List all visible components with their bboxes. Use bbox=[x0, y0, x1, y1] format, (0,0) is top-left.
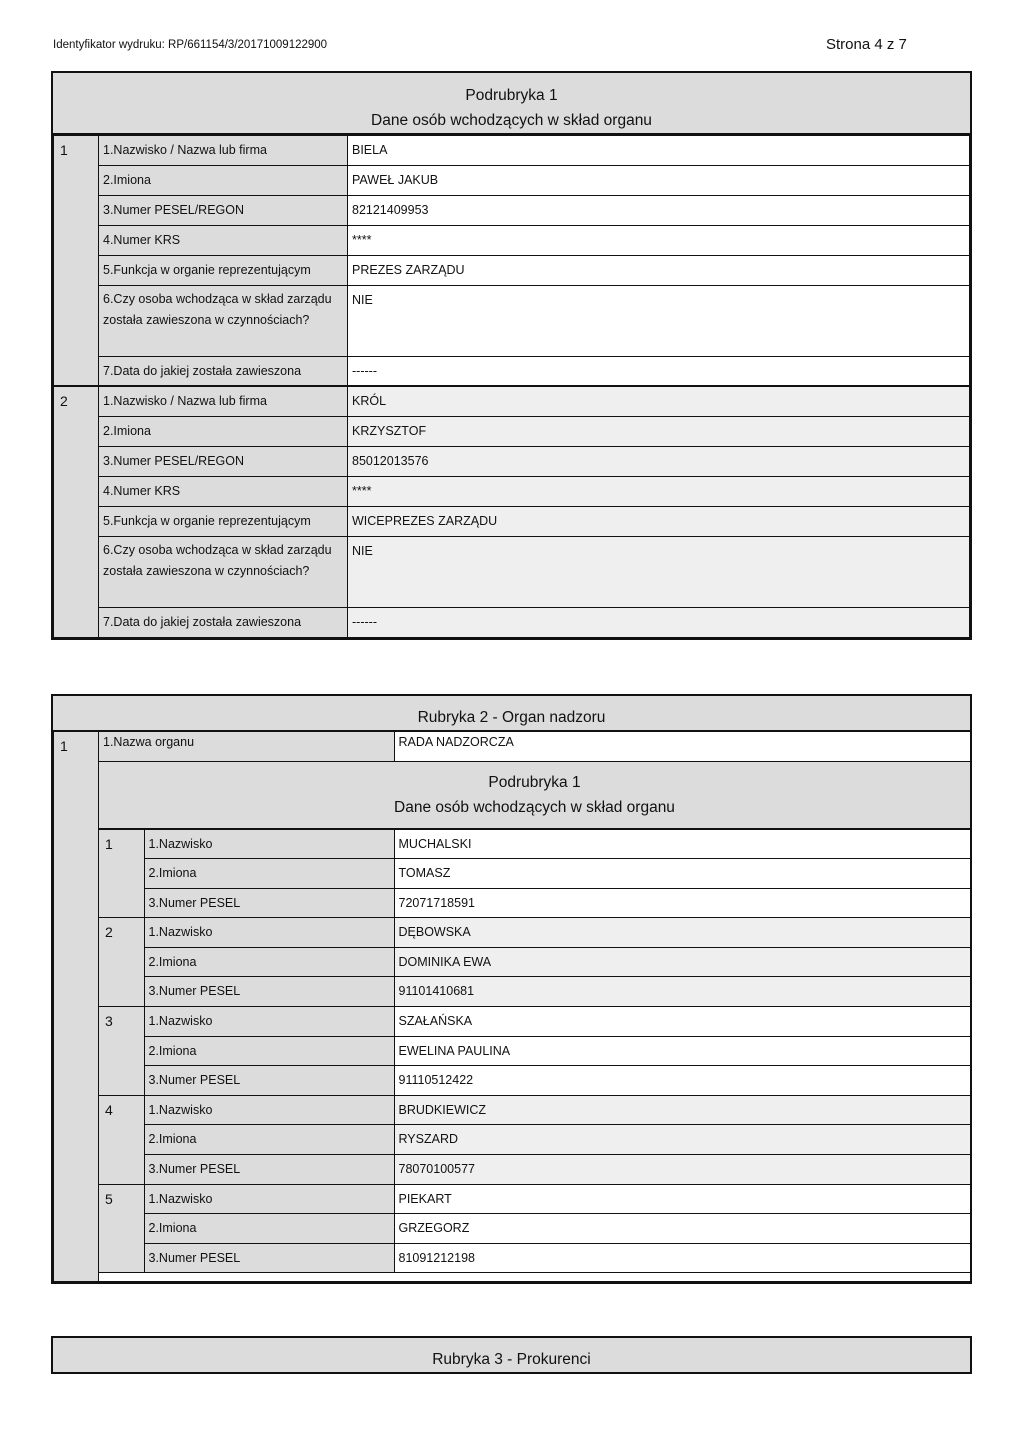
field-value: 85012013576 bbox=[348, 446, 970, 476]
field-value: WICEPREZES ZARZĄDU bbox=[348, 506, 970, 536]
table-row bbox=[99, 1155, 970, 1185]
member-number: 5 bbox=[99, 1184, 144, 1273]
organ-entry-number: 1 bbox=[54, 732, 99, 1282]
field-value: 91101410681 bbox=[394, 977, 970, 1007]
field-value: GRZEGORZ bbox=[394, 1214, 970, 1244]
subsection-title bbox=[53, 73, 970, 134]
field-label: 1.Nazwisko bbox=[144, 829, 394, 859]
table-row bbox=[99, 1066, 970, 1096]
table-row bbox=[99, 918, 970, 948]
table-row bbox=[54, 416, 970, 446]
field-value: MUCHALSKI bbox=[394, 829, 970, 859]
section-proxies bbox=[51, 1336, 972, 1374]
table-row bbox=[54, 135, 970, 165]
field-label: 6.Czy osoba wchodząca w skład zarządu została zawieszona w czynnościach? bbox=[99, 285, 348, 356]
supervisory-table bbox=[53, 731, 970, 1282]
field-value: BIELA bbox=[348, 135, 970, 165]
table-row bbox=[99, 1007, 970, 1037]
field-value: DĘBOWSKA bbox=[394, 918, 970, 948]
section-title: Rubryka 3 - Prokurenci bbox=[53, 1338, 970, 1372]
field-value: PIEKART bbox=[394, 1184, 970, 1214]
table-row bbox=[54, 476, 970, 506]
table-row bbox=[99, 888, 970, 918]
table-row bbox=[54, 536, 970, 607]
field-value: 81091212198 bbox=[394, 1243, 970, 1273]
table-row bbox=[99, 1243, 970, 1273]
table-row bbox=[99, 1095, 970, 1125]
section-supervisory-board bbox=[51, 694, 972, 1284]
field-label: 3.Numer PESEL/REGON bbox=[99, 195, 348, 225]
table-row bbox=[99, 977, 970, 1007]
field-value: RYSZARD bbox=[394, 1125, 970, 1155]
field-label: 5.Funkcja w organie reprezentującym bbox=[99, 255, 348, 285]
print-identifier: Identyfikator wydruku: RP/661154/3/20171009122900 bbox=[53, 39, 328, 51]
field-label: 2.Imiona bbox=[99, 416, 348, 446]
field-label: 3.Numer PESEL bbox=[144, 888, 394, 918]
table-row bbox=[54, 356, 970, 386]
field-label: 1.Nazwisko bbox=[144, 1007, 394, 1037]
field-value: 91110512422 bbox=[394, 1066, 970, 1096]
table-row bbox=[54, 386, 970, 416]
field-value: PREZES ZARZĄDU bbox=[348, 255, 970, 285]
person-number: 1 bbox=[54, 135, 99, 386]
field-value: PAWEŁ JAKUB bbox=[348, 165, 970, 195]
field-label: 2.Imiona bbox=[144, 859, 394, 889]
field-label: 6.Czy osoba wchodząca w skład zarządu została zawieszona w czynnościach? bbox=[99, 536, 348, 607]
field-label: 1.Nazwisko bbox=[144, 1184, 394, 1214]
member-number: 4 bbox=[99, 1095, 144, 1184]
field-label: 2.Imiona bbox=[99, 165, 348, 195]
section-title: Rubryka 2 - Organ nadzoru bbox=[53, 696, 970, 731]
table-row bbox=[99, 1184, 970, 1214]
member-number: 2 bbox=[99, 918, 144, 1007]
field-label: 1.Nazwisko / Nazwa lub firma bbox=[99, 135, 348, 165]
organ-name-value: RADA NADZORCZA bbox=[394, 732, 970, 761]
organ-name-table bbox=[99, 732, 970, 762]
field-value: NIE bbox=[348, 285, 970, 356]
page-number: Strona 4 z 7 bbox=[826, 36, 907, 53]
table-row bbox=[54, 446, 970, 476]
field-label: 7.Data do jakiej została zawieszona bbox=[99, 607, 348, 637]
field-value: ------ bbox=[348, 356, 970, 386]
table-row bbox=[99, 1036, 970, 1066]
members-table bbox=[99, 829, 970, 1281]
table-row bbox=[54, 195, 970, 225]
field-value: KRÓL bbox=[348, 386, 970, 416]
members-subsection-title-line1: Podrubryka 1 bbox=[488, 773, 581, 791]
members-subsection-title bbox=[99, 762, 970, 829]
organ-entry-content bbox=[99, 732, 971, 1282]
field-label: 4.Numer KRS bbox=[99, 476, 348, 506]
table-row bbox=[99, 947, 970, 977]
field-label: 3.Numer PESEL bbox=[144, 1155, 394, 1185]
subsection-representatives bbox=[51, 71, 972, 640]
field-label: 1.Nazwisko bbox=[144, 918, 394, 948]
table-row bbox=[54, 255, 970, 285]
field-value: **** bbox=[348, 476, 970, 506]
subsection-title-line1: Podrubryka 1 bbox=[465, 87, 558, 104]
field-label: 3.Numer PESEL bbox=[144, 1066, 394, 1096]
person-number: 2 bbox=[54, 386, 99, 637]
field-label: 3.Numer PESEL/REGON bbox=[99, 446, 348, 476]
field-value: **** bbox=[348, 225, 970, 255]
table-end-spacer bbox=[99, 1273, 970, 1281]
table-row bbox=[54, 607, 970, 637]
table-row bbox=[99, 1125, 970, 1155]
field-value: TOMASZ bbox=[394, 859, 970, 889]
field-label: 2.Imiona bbox=[144, 1036, 394, 1066]
field-value: ------ bbox=[348, 607, 970, 637]
field-value: DOMINIKA EWA bbox=[394, 947, 970, 977]
field-value: 78070100577 bbox=[394, 1155, 970, 1185]
field-label: 7.Data do jakiej została zawieszona bbox=[99, 356, 348, 386]
subsection-title-line2: Dane osób wchodzących w skład organu bbox=[371, 112, 652, 129]
table-row bbox=[99, 1214, 970, 1244]
field-value: SZAŁAŃSKA bbox=[394, 1007, 970, 1037]
table-row bbox=[54, 165, 970, 195]
field-label: 2.Imiona bbox=[144, 1125, 394, 1155]
field-label: 5.Funkcja w organie reprezentującym bbox=[99, 506, 348, 536]
members-subsection-title-line2: Dane osób wchodzących w skład organu bbox=[394, 798, 675, 816]
table-row bbox=[54, 225, 970, 255]
field-label: 3.Numer PESEL bbox=[144, 1243, 394, 1273]
table-row bbox=[99, 859, 970, 889]
field-value: BRUDKIEWICZ bbox=[394, 1095, 970, 1125]
table-row bbox=[54, 506, 970, 536]
field-label: 1.Nazwisko / Nazwa lub firma bbox=[99, 386, 348, 416]
field-value: KRZYSZTOF bbox=[348, 416, 970, 446]
representatives-table bbox=[53, 134, 970, 638]
table-row-end bbox=[99, 1273, 970, 1281]
field-label: 3.Numer PESEL bbox=[144, 977, 394, 1007]
field-value: 72071718591 bbox=[394, 888, 970, 918]
field-label: 1.Nazwisko bbox=[144, 1095, 394, 1125]
field-label: 4.Numer KRS bbox=[99, 225, 348, 255]
field-label: 2.Imiona bbox=[144, 1214, 394, 1244]
organ-name-label: 1.Nazwa organu bbox=[99, 732, 394, 761]
field-value: EWELINA PAULINA bbox=[394, 1036, 970, 1066]
field-value: NIE bbox=[348, 536, 970, 607]
member-number: 1 bbox=[99, 829, 144, 918]
field-value: 82121409953 bbox=[348, 195, 970, 225]
member-number: 3 bbox=[99, 1007, 144, 1096]
field-label: 2.Imiona bbox=[144, 947, 394, 977]
table-row bbox=[99, 829, 970, 859]
table-row bbox=[54, 285, 970, 356]
